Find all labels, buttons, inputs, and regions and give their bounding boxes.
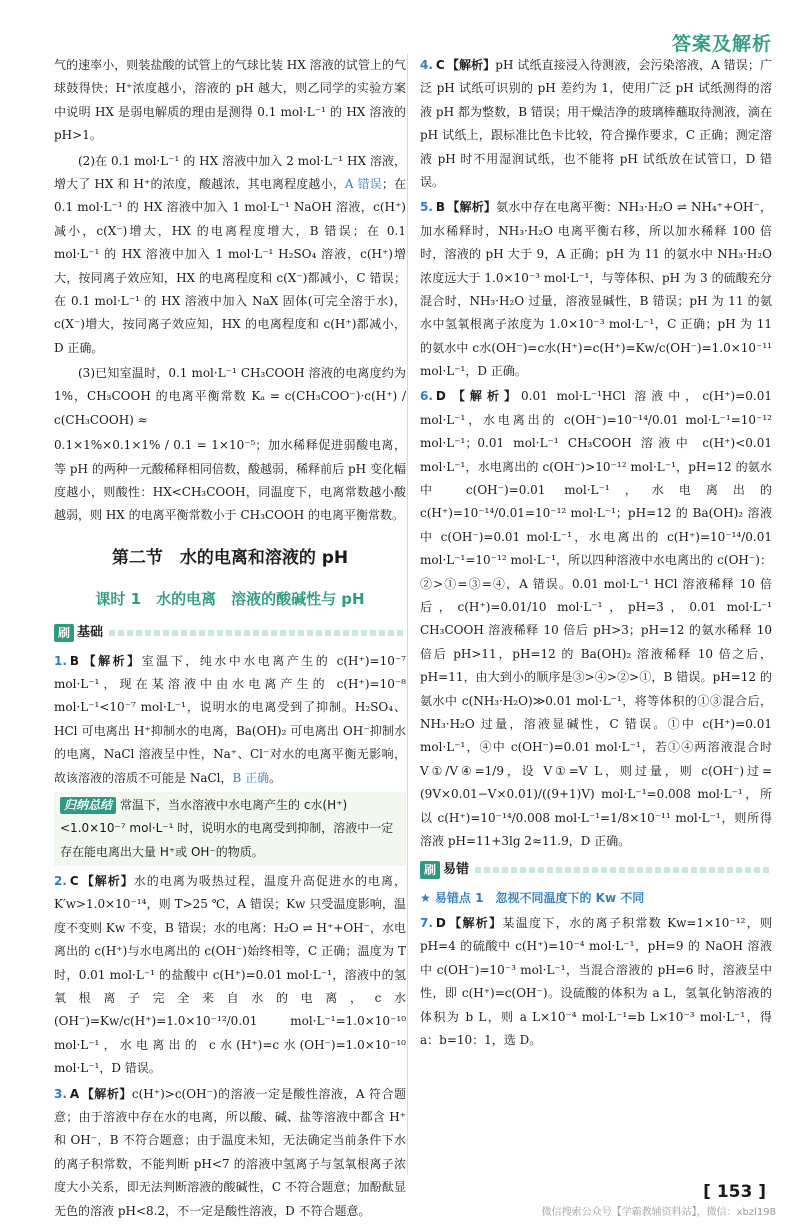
question-text: c(H⁺)>c(OH⁻)的溶液一定是酸性溶液，A 符合题意；由于溶液中存在水的电离，所以酸、碱、盐等溶液中都含 H⁺和 OH⁻，B 不符合题意；由于温度未知，无法确定当前条件下水的离子积常数，不能判断 pH<7 的溶液中氢离子与氢氧根离子浓度大小关系，即无法判断溶液的酸碱性，C 不符合题意；加酚酞显无色的溶液 pH<8.2，不一定是酸性溶液，D 不符合题意。 (54, 1086, 406, 1218)
answer-letter: B (435, 200, 446, 215)
question-5 (420, 196, 772, 383)
right-column (420, 54, 772, 1054)
answer-letter: B (69, 653, 80, 668)
question-text: 氨水中存在电离平衡：NH₃·H₂O ⇌ NH₄⁺+OH⁻，加水稀释时，NH₃·H₂O 电离平衡右移，所以加水稀释 100 倍时，溶液的 pH 大于 9，A 正确；pH 为 11 的氨水中 NH₃·H₂O 浓度远大于 1.0×10⁻³ mol·L⁻¹，与等体积、pH 为 3 的硫酸充分混合时，NH₃·H₂O 过量，溶液显碱性，B 错误；pH 为 11 的氨水中氢氧根离子浓度为 1.0×10⁻³ mol·L⁻¹，C 正确；pH 为 11 的氨水中 c水(OH⁻)=c水(H⁺)=c(H⁺)=Kw/c(OH⁻)=1.0×10⁻¹¹ mol·L⁻¹，D 正确。 (420, 200, 772, 379)
question-6 (420, 385, 772, 853)
analysis-tag: 【解析】 (81, 1086, 132, 1101)
analysis-tag: 【解析】 (446, 58, 496, 72)
question-text: 0.01 mol·L⁻¹HCl 溶液中，c(H⁺)=0.01 mol·L⁻¹，水电离出的 c(OH⁻)=10⁻¹⁴/0.01 mol·L⁻¹=10⁻¹² mol·L⁻¹；0.01 mol·L⁻¹ CH₃COOH 溶液中 c(H⁺)<0.01 mol·L⁻¹，水电离出的 c(OH⁻)>10⁻¹² mol·L⁻¹，pH=12 的氨水中 c(OH⁻)=0.01 mol·L⁻¹，水电离出的 c(H⁺)=10⁻¹⁴/0.01=10⁻¹² mol·L⁻¹；pH=12 的 Ba(OH)₂ 溶液中 c(OH⁻)=0.01 mol·L⁻¹，水电离出的 c(H⁺)=10⁻¹⁴/0.01 mol·L⁻¹=10⁻¹² mol·L⁻¹，所以四种溶液中水电离出的 c(OH⁻)：②>①=③=④，A 错误。0.01 mol·L⁻¹ HCl 溶液稀释 10 倍后，c(H⁺)=0.01/10 mol·L⁻¹，pH=3，0.01 mol·L⁻¹ CH₃COOH 溶液稀释 10 倍后 pH>3；pH=12 的氨水稀释 10 倍后 pH>11，pH=12 的 Ba(OH)₂ 溶液稀释 10 倍之后，pH=11，由大到小的顺序是③>④>②>①，B 错误。pH=12 的氨水中 c(NH₃·H₂O)≫0.01 mol·L⁻¹，将等体积的①③混合后，NH₃·H₂O 过量，溶液显碱性，C 错误。①中 c(H⁺)=0.01 mol·L⁻¹，④中 c(OH⁻)=0.01 mol·L⁻¹，若①④两溶液混合时 V①/V④=1/9，设 V①=V L，则过量，则 c(OH⁻)过=(9V×0.01−V×0.01)/((9+1)V) mol·L⁻¹=0.008 mol·L⁻¹，所以 c(H⁺)=10⁻¹⁴/0.008 mol·L⁻¹=1/8×10⁻¹¹ mol·L⁻¹，则所得溶液 pH=11+3lg 2≈11.9，D 正确。 (420, 389, 772, 848)
band-badge: 刷 (420, 861, 440, 879)
question-7 (420, 912, 772, 1052)
analysis-tag: 【解析】 (80, 874, 134, 889)
question-4 (420, 54, 772, 194)
highlight: B 正确 (232, 770, 270, 785)
question-text: 水的电离为吸热过程，温度升高促进水的电离，K′w>1.0×10⁻¹⁴，则 T>25 ℃，A 错误；Kw 只受温度影响，温度不变则 Kw 不变，B 错误；水的电离：H₂O ⇌ H⁺+OH⁻，水电离出的 c(H⁺)与水电离出的 c(OH⁻)始终相等，C 正确；温度为 T 时，0.01 mol·L⁻¹ 的盐酸中 c(H⁺)=0.01 mol·L⁻¹，溶液中的氢氧根离子完全来自水的电离，c水(OH⁻)=Kw/c(H⁺)=1.0×10⁻¹²/0.01 mol·L⁻¹=1.0×10⁻¹⁰ mol·L⁻¹，水电离出的 c水(H⁺)=c水(OH⁻)=1.0×10⁻¹⁰ mol·L⁻¹，D 错误。 (54, 874, 406, 1076)
column-divider (407, 54, 408, 1174)
band-label: 易错 (443, 862, 470, 878)
lesson-title: 课时 1 水的电离 溶液的酸碱性与 pH (95, 589, 365, 608)
question-2 (54, 870, 406, 1081)
question-text: pH 试纸直接浸入待测液，会污染溶液，A 错误；广泛 pH 试纸可识别的 pH 差约为 1，使用广泛 pH 试纸测得的溶液 pH 都为整数，B 错误；用干燥洁净的玻璃棒蘸取待测液，滴在 pH 试纸上，跟标准比色卡比较，符合操作要求，C 正确；测定溶液 pH 时不用湿润试纸，也不能将 pH 试纸放在试管口，D 错误。 (420, 58, 772, 189)
band-badge: 刷 (54, 624, 74, 642)
question-3 (54, 1083, 406, 1223)
question-number: 1. (54, 653, 67, 668)
paragraph-part-3b: 0.1×1%×0.1×1% / 0.1 = 1×10⁻⁵；加水稀释促进弱酸电离，等 pH 的两种一元酸稀释相同倍数，酸越弱，稀释前后 pH 变化幅度越小，则酸性：HX<CH₃COOH，同温度下，电离常数越小酸越弱，则 HX 的电离平衡常数小于 CH₃COOH 的电离平衡常数。 (54, 438, 406, 523)
question-number: 4. (420, 58, 433, 72)
question-text: 室温下，纯水中水电离产生的 c(H⁺)=10⁻⁷ mol·L⁻¹，现在某溶液中由水电离产生的 c(H⁺)=10⁻⁸ mol·L⁻¹<10⁻⁷ mol·L⁻¹，说明水的电离受到了抑制。H₂SO₄、HCl 可电离出 H⁺抑制水的电离，Ba(OH)₂ 可电离出 OH⁻抑制水的电离，NaCl 溶液呈中性，Na⁺、Cl⁻对水的电离平衡无影响，故该溶液的溶质不可能是 NaCl， (54, 653, 406, 785)
left-column (54, 54, 406, 1225)
analysis-tag: 【解析】 (81, 653, 142, 668)
summary-text: 常温下，当水溶液中水电离产生的 c水(H⁺)<1.0×10⁻⁷ mol·L⁻¹ 时，说明水的电离受到抑制，溶液中一定存在能电离出大量 H⁺或 OH⁻的物质。 (60, 797, 394, 859)
paragraph-part-2 (54, 150, 406, 361)
text: (2)在 0.1 mol·L⁻¹ 的 HX 溶液中加入 2 mol·L⁻¹ HX 溶液，增大了 HX 和 H⁺的浓度，酸越浓，其电离程度越小， (54, 153, 406, 191)
error-point-title: ★ 易错点 1 忽视不同温度下的 Kw 不同 (420, 890, 645, 905)
question-number: 3. (54, 1086, 67, 1101)
footer-note: 微信搜索公众号【学霸教辅资料站】，微信：xbzl198 (541, 1207, 776, 1218)
band-line (109, 630, 406, 636)
question-number: 2. (54, 874, 67, 889)
question-text: 某温度下，水的离子积常数 Kw=1×10⁻¹²，则 pH=4 的硫酸中 c(H⁺)=10⁻⁴ mol·L⁻¹，pH=9 的 NaOH 溶液中 c(OH⁻)=10⁻³ mol·L⁻¹，当混合溶液的 pH=6 时，溶液呈中性，即 c(H⁺)=c(OH⁻)。设硫酸的体积为 a L，氢氧化钠溶液的体积为 b L，则 a L×10⁻⁴ mol·L⁻¹=b L×10⁻³ mol·L⁻¹，得 a：b=10：1，选 D。 (420, 916, 772, 1047)
question-number: 7. (420, 916, 433, 931)
summary-box (54, 792, 406, 866)
highlight: A 错误 (344, 176, 382, 191)
band-line (475, 867, 772, 873)
band-basic (54, 620, 406, 645)
band-error-prone (420, 857, 772, 882)
section-title: 第二节 水的电离和溶液的 pH (111, 547, 349, 568)
paragraph-part-3a: (3)已知室温时，0.1 mol·L⁻¹ CH₃COOH 溶液的电离度约为 1%，CH₃COOH 的电离平衡常数 Kₐ = c(CH₃COO⁻)·c(H⁺) / c(CH₃COOH) ≈ (54, 366, 406, 427)
answer-letter: D (435, 389, 446, 404)
answer-letter: C (435, 58, 445, 72)
paragraph-continuation: 气的速率小，则装盐酸的试管上的气球比装 HX 溶液的试管上的气球鼓得快；H⁺浓度越小，溶液的 pH 越大，则乙同学的实验方案中说明 HX 是弱电解质的理由是测得 0.1 mol·L⁻¹ 的 HX 溶液的 pH>1。 (54, 58, 406, 143)
question-1: 1. B 【解析】室温下，纯水中水电离产生的 c(H⁺)=10⁻⁷ mol·L⁻¹，现在某溶液中由水电离产生的 c(H⁺)=10⁻⁸ mol·L⁻¹<10⁻⁷ mol·L⁻¹，说明水的电离受到了抑制。H₂SO₄、HCl 可电离出 H⁺抑制水的电离，Ba(OH)₂ 可电离出 OH⁻抑制水的电离，NaCl 溶液呈中性，Na⁺、Cl⁻对水的电离平衡无影响，故该溶液的溶质不可能是 NaCl，B 正确。 (54, 653, 406, 785)
analysis-tag: 【解析】 (447, 916, 503, 931)
text: ；在 0.1 mol·L⁻¹ 的 HX 溶液中加入 1 mol·L⁻¹ NaOH 溶液，c(H⁺)减小，c(X⁻)增大，HX 的电离程度增大，B 错误；在 0.1 mol·L⁻¹ 的 HX 溶液中加入 1 mol·L⁻¹ H₂SO₄ 溶液，c(H⁺)增大，按同离子效应知，HX 的电离程度和 c(X⁻)都减小，C 错误；在 0.1 mol·L⁻¹ 的 HX 溶液中加入 NaX 固体(可完全溶于水)，c(X⁻)增大，按同离子效应知，HX 的电离程度和 c(H⁺)都减小，D 正确。 (54, 176, 406, 355)
answer-letter: D (435, 916, 446, 931)
page-number: [ 153 ] (703, 1182, 766, 1202)
question-number: 5. (420, 200, 433, 215)
summary-tag: 归纳总结 (60, 797, 116, 814)
band-label: 基础 (77, 625, 104, 641)
question-number: 6. (420, 389, 433, 404)
analysis-tag: 【解析】 (447, 389, 521, 404)
analysis-tag: 【解析】 (447, 200, 497, 215)
header-label: 答案及解析 (671, 33, 772, 55)
answer-letter: A (69, 1086, 80, 1101)
answer-letter: C (69, 874, 79, 889)
